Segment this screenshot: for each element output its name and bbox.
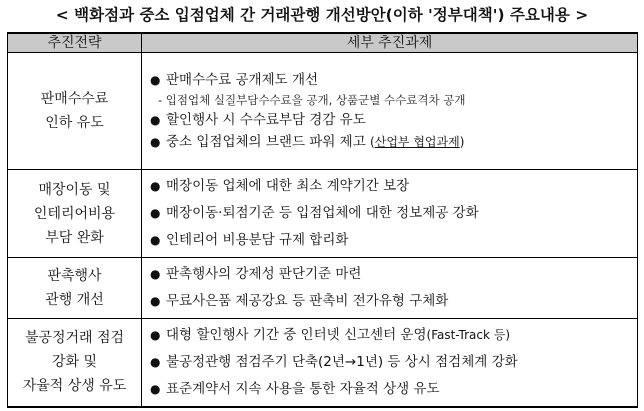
task-item: [150, 349, 637, 376]
task-text: 표준계약서 지속 사용을 통한 자율적 상생 유도: [166, 380, 440, 397]
task-text: 중소 입점업체의 브랜드 파워 제고: [166, 133, 366, 150]
paren-note: 산업부 협업과제: [374, 134, 460, 149]
bullet-icon: ●: [150, 112, 161, 127]
task-text: 무료사은품 제공강요 등 판촉비 전가유형 구체화: [166, 293, 449, 310]
task-text: 매장이동·퇴점기준 등 입점업체에 대한 정보제공 강화: [166, 205, 479, 222]
strategy-line: 부담 완화: [45, 229, 104, 246]
paren-open: (: [426, 327, 432, 342]
paren-close: ): [459, 134, 465, 149]
task-item: [150, 261, 637, 288]
table-header-row: [8, 33, 638, 53]
paren-close: ): [505, 327, 511, 342]
task-item: [150, 322, 637, 349]
task-text: 대형 할인행사 기간 중 인터넷 신고센터 운영: [166, 326, 427, 343]
header-tasks: 세부 추진과제: [142, 33, 638, 53]
bullet-icon: ●: [150, 381, 161, 396]
paren-note: Fast-Track 등: [431, 327, 506, 342]
task-note: - 입점업체 실질부담수수료을 공개, 상품군별 수수료격차 공개: [158, 92, 466, 107]
strategy-line: 판촉행사: [47, 268, 102, 285]
strategy-line: 불공정거래 점검: [24, 330, 125, 347]
table-row: [8, 258, 638, 318]
task-item: [150, 131, 637, 153]
task-text: 인테리어 비용분담 규제 합리화: [166, 232, 349, 249]
bullet-icon: ●: [150, 294, 161, 309]
bullet-icon: ●: [150, 267, 161, 282]
task-item: [150, 69, 637, 91]
bullet-icon: ●: [150, 72, 161, 87]
task-paren: [370, 135, 464, 149]
strategy-line: 관행 개선: [45, 292, 104, 309]
task-text: 불공정관행 점검주기 단축(2년→1년) 등 상시 점검체계 강화: [166, 353, 518, 370]
bullet-icon: ●: [150, 179, 161, 194]
bullet-icon: ●: [150, 134, 161, 149]
bullet-icon: ●: [150, 206, 161, 221]
task-item: [150, 109, 637, 131]
policy-table: [7, 32, 638, 408]
tasks-cell: [142, 53, 638, 170]
tasks-cell: [142, 258, 638, 318]
task-text: 매장이동 업체에 대한 최소 계약기간 보장: [166, 178, 410, 195]
bullet-icon: ●: [150, 233, 161, 248]
task-text: 판매수수료 공개제도 개선: [166, 71, 319, 88]
strategy-line: 자율적 상생 유도: [22, 378, 127, 395]
strategy-cell: [8, 258, 142, 318]
task-item: [150, 376, 637, 403]
strategy-line: 판매수수료: [40, 90, 109, 107]
strategy-cell: [8, 318, 142, 407]
tasks-cell: [142, 169, 638, 258]
bullet-icon: ●: [150, 327, 161, 342]
header-strategy: 추진전략: [8, 33, 142, 53]
task-item: [150, 288, 637, 315]
strategy-cell: [8, 169, 142, 258]
table-row: [8, 318, 638, 407]
task-item: [150, 173, 637, 200]
tasks-cell: [142, 318, 638, 407]
strategy-line: 인테리어비용: [33, 205, 116, 222]
strategy-line: 강화 및: [51, 354, 98, 371]
strategy-line: 인하 유도: [45, 114, 104, 131]
paren-open: (: [370, 134, 375, 149]
strategy-cell: [8, 53, 142, 170]
task-paren: [427, 328, 511, 342]
strategy-line: 매장이동 및: [38, 181, 111, 198]
task-item: [150, 227, 637, 254]
task-text: 판촉행사의 강제성 판단기준 마련: [166, 266, 362, 283]
bullet-icon: ●: [150, 354, 161, 369]
table-row: [8, 53, 638, 170]
task-item: [150, 200, 637, 227]
page-title: < 백화점과 중소 입점업체 간 거래관행 개선방안(이하 '정부대책') 주요내용 >: [55, 6, 589, 24]
task-text: 할인행사 시 수수료부담 경감 유도: [166, 111, 366, 128]
table-row: [8, 169, 638, 258]
